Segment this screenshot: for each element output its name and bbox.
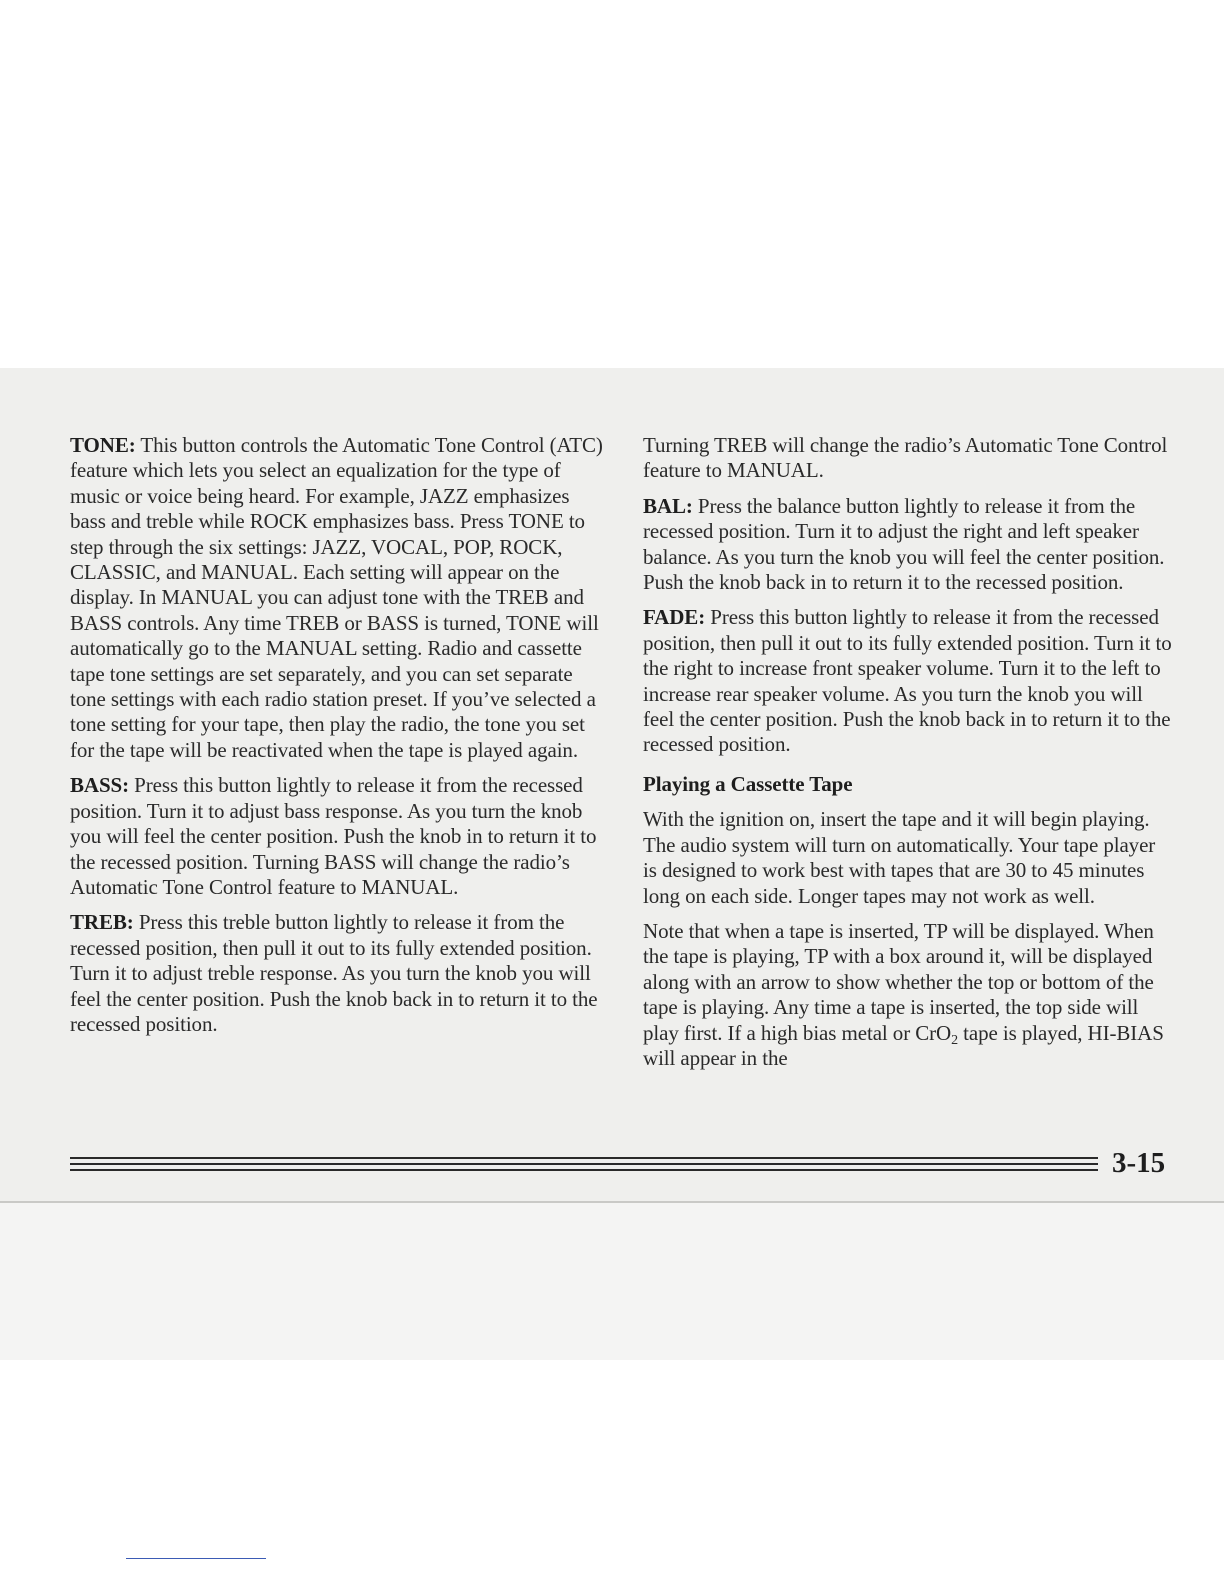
bass-term: BASS:	[70, 773, 130, 798]
page-number: 3-15	[1112, 1147, 1166, 1179]
footer-rule-top	[70, 1157, 1098, 1159]
footer-link-underline[interactable]	[126, 1558, 266, 1559]
right-column	[643, 433, 1173, 1081]
fade-term: FADE:	[643, 605, 706, 630]
footer-rule-bottom	[70, 1169, 1098, 1171]
cassette-paragraph-2	[643, 919, 1173, 1071]
tone-text: This button controls the Automatic Tone Control (ATC) feature which lets you select an equalization for the type of music or voice being heard. For example, JAZZ emphasizes bass and treble while ROCK emphasizes bass. Press TONE to step through the six settings: JAZZ, VOCAL, POP, ROCK, CLASSIC, and MANUAL. Each setting will appear on the display. In MANUAL you can adjust tone with the TREB and BASS controls. Any time TREB or BASS is turned, TONE will automatically go to the MANUAL setting. Radio and cassette tape tone settings are set separately, and you can set separate tone settings with each radio station preset. If you’ve selected a tone setting for your tape, then play the radio, the tone you set for the tape will be reactivated when the tape is played again.	[70, 433, 603, 762]
treb-text: Press this treble button lightly to release it from the recessed position, then pull it out to its fully extended position. Turn it to adjust treble response. As you turn the knob you will feel the center position. Push the knob back in to return it to the recessed position.	[70, 910, 598, 1036]
cassette-paragraph-1: With the ignition on, insert the tape and it will begin playing. The audio system will turn on automatically. Your tape player is designed to work best with tapes that are 30 to 45 minutes long on each side. Longer tapes may not work as well.	[643, 807, 1156, 908]
bal-term: BAL:	[643, 493, 693, 518]
treb-paragraph	[70, 910, 610, 1037]
bal-paragraph	[643, 494, 1173, 596]
cassette-paragraph-2-start: Note that when a tape is inserted, TP will be displayed. When the tape is playing, TP with a box around it, will be displayed along with an arrow to show whether the top or bottom of the tape is playing. Any time a tape is inserted, the top side will play first. If a high bias metal or CrO	[643, 918, 1154, 1045]
tone-term: TONE:	[70, 433, 136, 457]
scan-lower-margin	[0, 1203, 1224, 1360]
tone-paragraph	[70, 433, 610, 763]
bass-text: Press this button lightly to release it from the recessed position. Turn it to adjust bass response. As you turn the knob you will feel the center position. Push the knob in to return it to the recessed position. Turning BASS will change the radio’s Automatic Tone Control feature to MANUAL.	[70, 773, 597, 899]
left-column	[70, 433, 610, 1047]
cro2-subscript: 2	[951, 1032, 959, 1048]
footer-rule-middle	[70, 1163, 1098, 1165]
fade-paragraph	[643, 605, 1173, 757]
bal-text: Press the balance button lightly to release it from the recessed position. Turn it to adjust the right and left speaker balance. As you turn the knob you will feel the center position. Push the knob back in to return it to the recessed position.	[643, 493, 1165, 595]
section-heading: Playing a Cassette Tape	[643, 771, 853, 796]
bass-paragraph	[70, 773, 610, 900]
cassette-paragraph-2-end: tape is played, HI-BIAS will appear in the	[643, 1020, 1164, 1070]
treb-term: TREB:	[70, 910, 134, 935]
fade-text: Press this button lightly to release it from the recessed position, then pull it out to its fully extended position. Turn it to the right to increase front speaker volume. Turn it to the left to increase rear speaker volume. As you turn the knob you will feel the center position. Push the knob back in to return it to the recessed position.	[643, 605, 1172, 757]
treb-continued-paragraph: Turning TREB will change the radio’s Automatic Tone Control feature to MANUAL.	[643, 433, 1168, 483]
